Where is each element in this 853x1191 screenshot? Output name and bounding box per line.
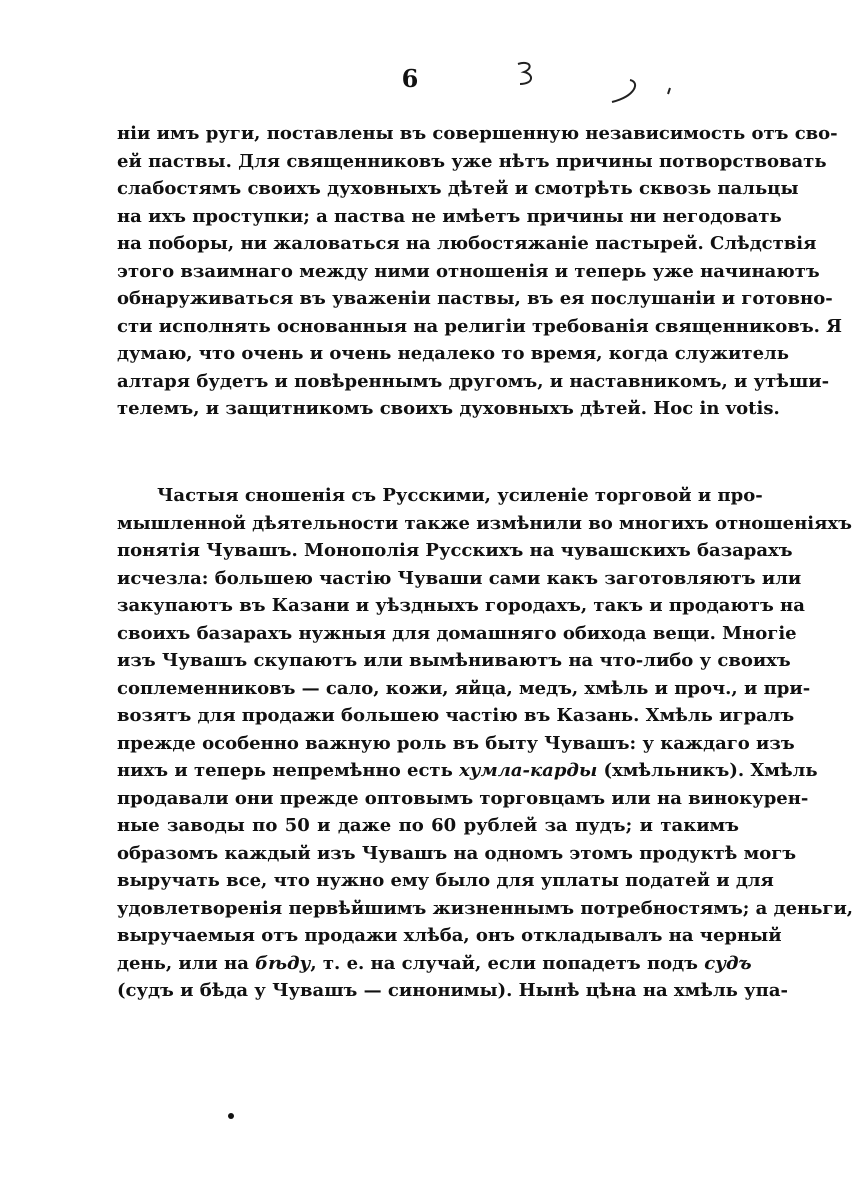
text-line: сти исполнять основанныя на религіи требованія священниковъ. Я — [117, 315, 843, 337]
handwritten-note — [500, 52, 700, 122]
text-line: удовлетворенія первѣйшимъ жизненнымъ потребностямъ; а деньги, — [117, 897, 853, 919]
text-line: изъ Чувашъ скупаютъ или вымѣниваютъ на что-либо у своихъ — [117, 650, 791, 671]
text-line: соплеменниковъ — сало, кожи, яйца, медъ, хмѣль и проч., и при- — [117, 677, 811, 699]
text-line: своихъ базарахъ нужныя для домашняго обихода вещи. Многіе — [117, 622, 797, 644]
text-line: обнаруживаться въ уваженіи паствы, въ ея послушаніи и готовно- — [117, 288, 833, 309]
text-line: закупаютъ въ Казани и уѣздныхъ городахъ, такъ и продаютъ на — [117, 595, 805, 616]
page-number: 6 — [401, 64, 419, 93]
text-line: понятія Чувашъ. Монополія Русскихъ на чувашскихъ базарахъ — [117, 540, 793, 561]
italic-term: бѣду — [255, 952, 311, 974]
text-line: ные заводы по 50 и даже по 60 рублей за пудъ; и такимъ — [117, 815, 739, 836]
text-line: выручаемыя отъ продажи хлѣба, онъ откладывалъ на черный — [117, 925, 782, 946]
text-line: думаю, что очень и очень недалеко то время, когда служитель — [117, 343, 789, 364]
text-line: телемъ, и защитникомъ своихъ духовныхъ дѣтей. Hoc in votis. — [117, 398, 780, 419]
italic-term: хумла-карды — [459, 760, 598, 781]
text-line: возятъ для продажи большею частію въ Казань. Хмѣль игралъ — [117, 705, 795, 726]
text-line: мышленной дѣятельности также измѣнили во многихъ отношеніяхъ — [117, 512, 852, 534]
text-line: прежде особенно важную роль въ быту Чувашъ: у каждаго изъ — [117, 732, 795, 754]
paragraph-1 — [117, 120, 843, 423]
text-line: (судъ и бѣда у Чувашъ — синонимы). Нынѣ цѣна на хмѣль упа- — [117, 980, 788, 1001]
text-segment: день, или на — [117, 952, 249, 974]
text-line: исчезла: большею частію Чуваши сами какъ заготовляютъ или — [117, 567, 802, 589]
text-line: продавали они прежде оптовымъ торговцамъ или на винокурен- — [117, 787, 809, 809]
text-line: слабостямъ своихъ духовныхъ дѣтей и смотрѣть сквозь пальцы — [117, 178, 799, 199]
text-line: выручать все, что нужно ему было для уплаты податей и для — [117, 870, 774, 891]
text-line — [117, 950, 752, 978]
text-line: на ихъ проступки; а паства не имѣетъ причины ни негодовать — [117, 205, 782, 227]
italic-term: судъ — [704, 952, 752, 974]
text-segment: (хмѣльникъ). Хмѣль — [603, 760, 818, 781]
paragraph-2 — [117, 482, 853, 1005]
text-segment: нихъ и теперь непремѣнно есть — [117, 760, 453, 781]
text-line: на поборы, ни жаловаться на любостяжаніе пастырей. Слѣдствія — [117, 233, 817, 254]
text-line: образомъ каждый изъ Чувашъ на одномъ этомъ продуктѣ могъ — [117, 842, 797, 864]
text-line: ей паствы. Для священниковъ уже нѣтъ причины потворствовать — [117, 150, 827, 172]
text-line — [117, 757, 818, 785]
text-line: ніи имъ руги, поставлены въ совершенную независимость отъ сво- — [117, 123, 838, 144]
text-line: Частыя сношенія съ Русскими, усиленіе торговой и про- — [157, 485, 763, 506]
handwritten-mark-icon — [500, 52, 700, 122]
text-segment: , т. е. на случай, если попадетъ подъ — [310, 952, 698, 974]
text-line: этого взаимнаго между ними отношенія и теперь уже начинаютъ — [117, 260, 820, 282]
text-line: алтаря будетъ и повѣреннымъ другомъ, и наставникомъ, и утѣши- — [117, 370, 830, 392]
ink-speck — [228, 1113, 234, 1119]
